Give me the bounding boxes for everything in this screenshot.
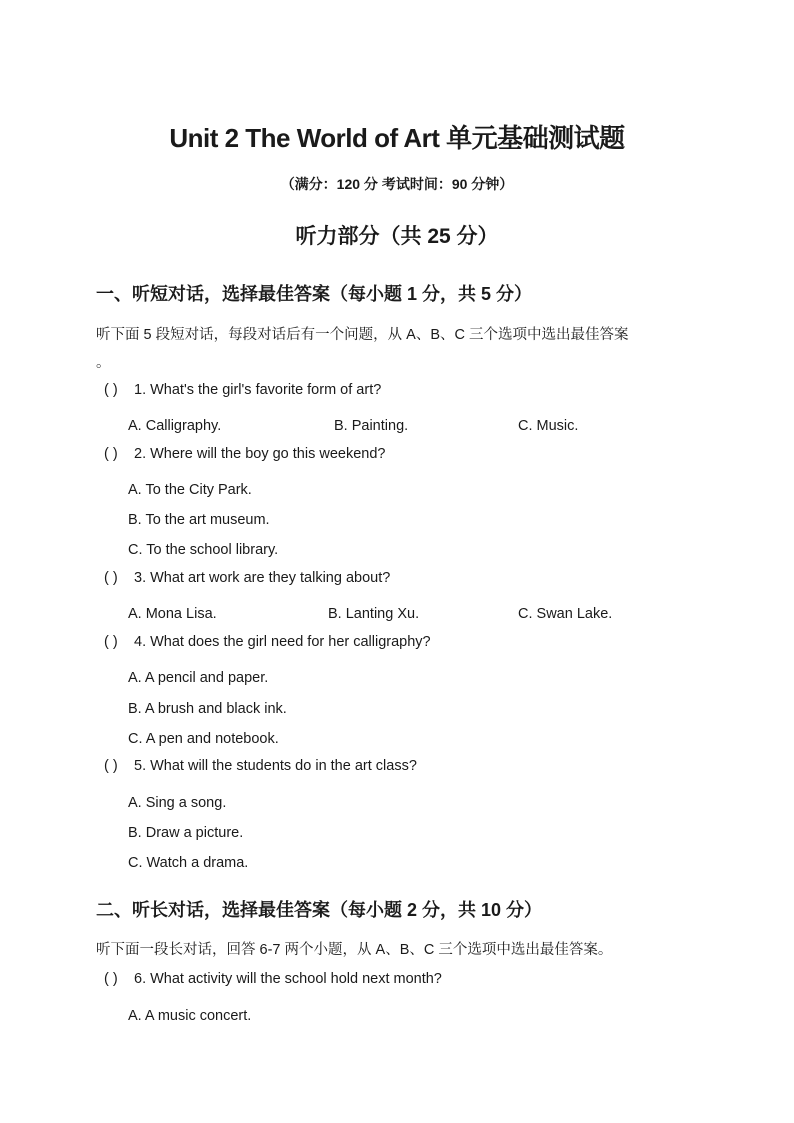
section-instruction-2: 听下面一段长对话，回答 6-7 两个小题，从 A、B、C 三个选项中选出最佳答案。 bbox=[96, 942, 613, 958]
option-4c: C. A pen and notebook. bbox=[128, 731, 279, 747]
option-3b: B. Lanting Xu. bbox=[328, 606, 420, 622]
option-2c: C. To the school library. bbox=[128, 542, 279, 558]
option-2b: B. To the art museum. bbox=[128, 512, 270, 528]
option-1a: A. Calligraphy. bbox=[128, 418, 222, 434]
question-1 bbox=[104, 382, 381, 398]
question-text: 5. What will the students do in the art class? bbox=[134, 758, 417, 774]
option-5a: A. Sing a song. bbox=[128, 795, 227, 811]
option-4b: B. A brush and black ink. bbox=[128, 701, 287, 717]
answer-blank[interactable]: ( ) bbox=[104, 570, 118, 586]
section-instruction-1-cont: 。 bbox=[96, 355, 111, 371]
option-1c: C. Music. bbox=[518, 418, 579, 434]
answer-blank[interactable]: ( ) bbox=[104, 758, 118, 774]
option-6a: A. A music concert. bbox=[128, 1008, 252, 1024]
question-text: 4. What does the girl need for her calligraphy? bbox=[134, 634, 431, 650]
question-5 bbox=[104, 758, 417, 774]
option-3a: A. Mona Lisa. bbox=[128, 606, 217, 622]
question-text: 3. What art work are they talking about? bbox=[134, 570, 391, 586]
answer-blank[interactable]: ( ) bbox=[104, 634, 118, 650]
question-6 bbox=[104, 971, 442, 987]
section-heading-1: 一、听短对话，选择最佳答案（每小题 1 分，共 5 分） bbox=[96, 284, 533, 304]
answer-blank[interactable]: ( ) bbox=[104, 971, 118, 987]
question-text: 2. Where will the boy go this weekend? bbox=[134, 446, 386, 462]
option-3c: C. Swan Lake. bbox=[518, 606, 613, 622]
score-time-info: （满分：120 分 考试时间：90 分钟） bbox=[280, 176, 514, 192]
answer-blank[interactable]: ( ) bbox=[104, 382, 118, 398]
option-1b: B. Painting. bbox=[334, 418, 409, 434]
section-instruction-1: 听下面 5 段短对话，每段对话后有一个问题，从 A、B、C 三个选项中选出最佳答案 bbox=[96, 327, 629, 343]
question-text: 1. What's the girl's favorite form of art? bbox=[134, 382, 382, 398]
part-title: 听力部分（共 25 分） bbox=[295, 225, 499, 248]
page-title: Unit 2 The World of Art 单元基础测试题 bbox=[169, 123, 625, 153]
option-5c: C. Watch a drama. bbox=[128, 855, 249, 871]
question-2 bbox=[104, 446, 385, 462]
question-3 bbox=[104, 570, 390, 586]
option-2a: A. To the City Park. bbox=[128, 482, 252, 498]
question-text: 6. What activity will the school hold next month? bbox=[134, 971, 442, 987]
section-heading-2: 二、听长对话，选择最佳答案（每小题 2 分，共 10 分） bbox=[96, 900, 543, 920]
answer-blank[interactable]: ( ) bbox=[104, 446, 118, 462]
question-4 bbox=[104, 634, 431, 650]
option-4a: A. A pencil and paper. bbox=[128, 670, 269, 686]
option-5b: B. Draw a picture. bbox=[128, 825, 244, 841]
